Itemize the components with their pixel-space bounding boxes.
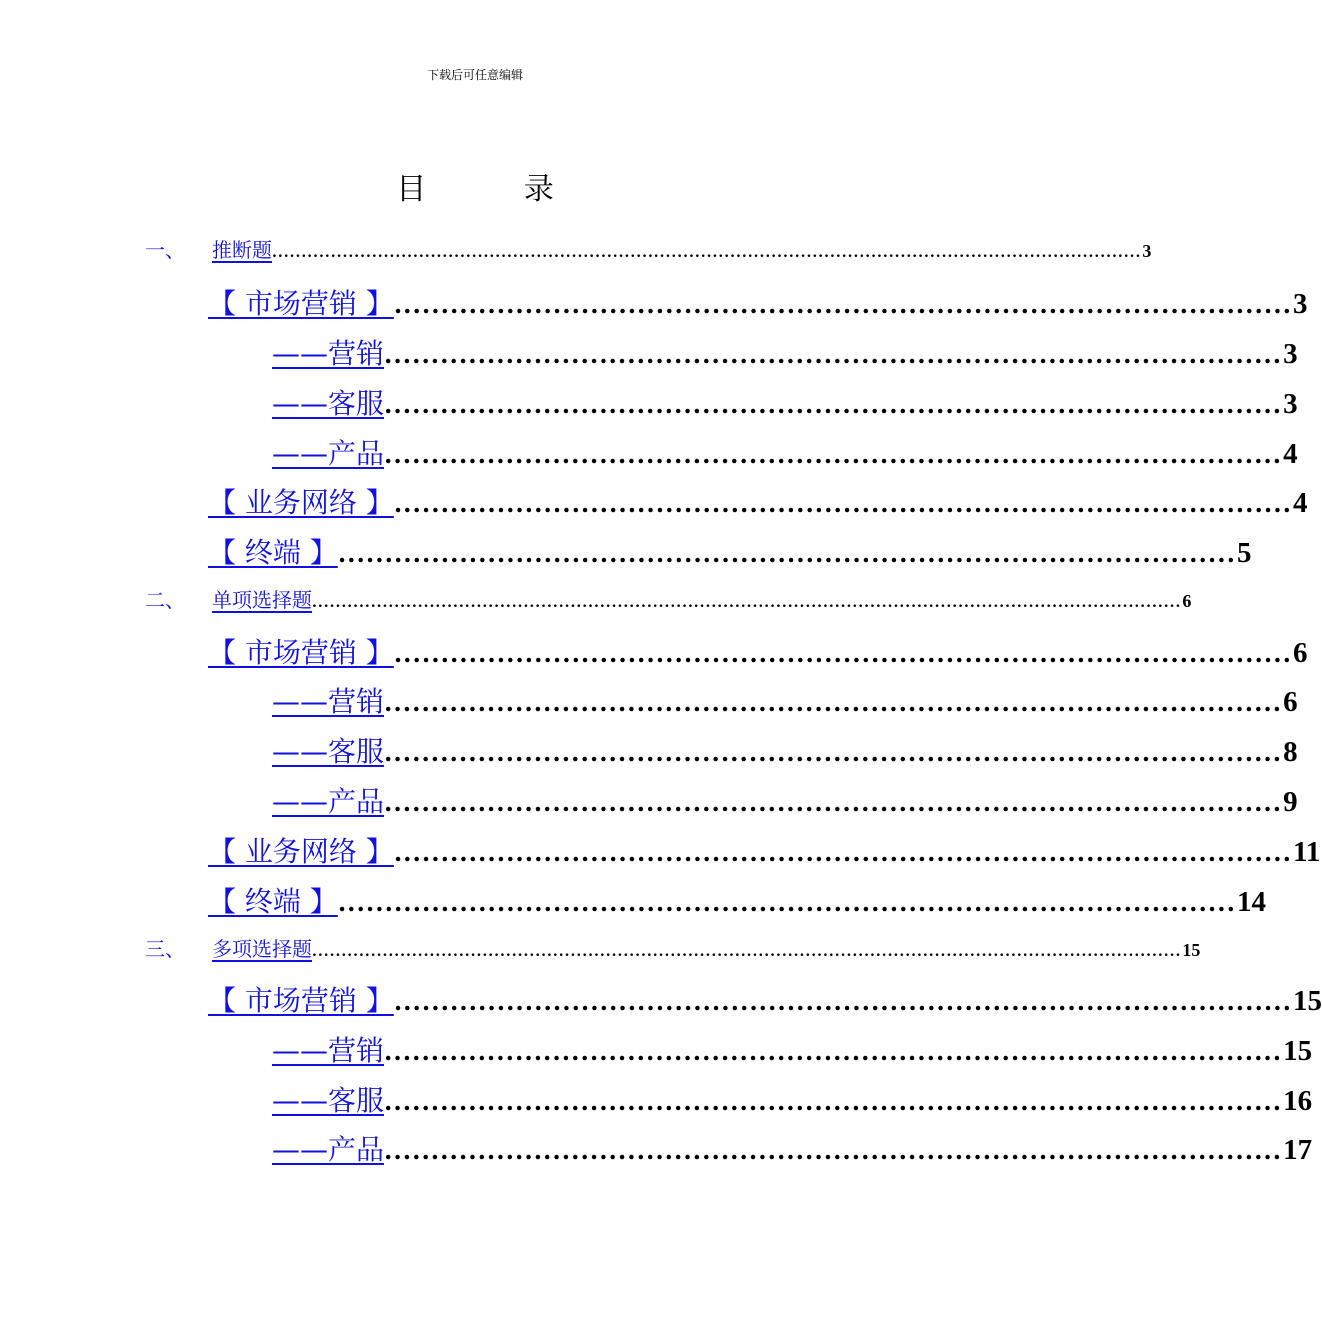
toc-entry-section-2[interactable] xyxy=(145,584,1192,613)
toc-page-number: 6 xyxy=(1283,686,1298,718)
toc-page-number: 4 xyxy=(1292,487,1308,519)
toc-page-number: 15 xyxy=(1283,1035,1313,1067)
toc-entry[interactable] xyxy=(208,880,1266,920)
toc-entry[interactable] xyxy=(208,979,1322,1019)
toc-title: 目 录 xyxy=(396,172,598,207)
toc-section-number: 一、 xyxy=(145,238,185,262)
toc-entry[interactable] xyxy=(272,382,1298,422)
dot-leader: ................................................................................................ xyxy=(384,390,1283,419)
toc-page-number: 5 xyxy=(1236,537,1252,569)
dot-leader: .................................................................................................................................................... xyxy=(312,944,1182,960)
toc-entry-label[interactable]: 【 终端 】 xyxy=(208,885,338,918)
toc-entry[interactable] xyxy=(208,631,1308,671)
toc-entry-label[interactable]: ——产品 xyxy=(272,437,385,470)
toc-entry-link[interactable] xyxy=(145,234,272,263)
toc-entry-label[interactable]: 【 市场营销 】 xyxy=(208,636,394,669)
dot-leader: ................................................................................................ xyxy=(393,489,1292,518)
toc-page-number: 8 xyxy=(1283,736,1298,768)
toc-page-number: 3 xyxy=(1283,338,1298,370)
toc-entry-label[interactable]: 【 市场营销 】 xyxy=(208,984,394,1017)
toc-entry-label[interactable]: 【 业务网络 】 xyxy=(208,486,394,519)
toc-entry[interactable] xyxy=(272,730,1298,770)
dot-leader: ................................................................................................ xyxy=(337,888,1236,917)
toc-entry-label: 多项选择题 xyxy=(212,937,312,961)
dot-leader: ................................................................................................ xyxy=(384,1087,1283,1116)
toc-page-number: 4 xyxy=(1283,438,1298,470)
dot-leader: ................................................................................................ xyxy=(384,1136,1283,1165)
toc-entry-label: 推断题 xyxy=(212,238,272,262)
toc-entry-label[interactable]: ——产品 xyxy=(272,1133,385,1166)
toc-entry-label[interactable]: ——营销 xyxy=(272,685,385,718)
toc-entry[interactable] xyxy=(208,282,1308,322)
toc-page-number: 14 xyxy=(1236,886,1266,918)
toc-page-number: 6 xyxy=(1182,591,1192,611)
toc-entry-section-1[interactable] xyxy=(145,234,1152,263)
dot-leader: ................................................................................................ xyxy=(393,639,1292,668)
toc-section-number: 二、 xyxy=(145,588,185,612)
toc-page-number: 15 xyxy=(1182,940,1201,960)
toc-page-number: 11 xyxy=(1292,836,1321,868)
toc-entry-label[interactable]: ——客服 xyxy=(272,735,385,768)
dot-leader: ................................................................................................ xyxy=(384,688,1283,717)
toc-entry[interactable] xyxy=(272,680,1298,720)
dot-leader: ................................................................................................ xyxy=(384,340,1283,369)
toc-entry-label[interactable]: ——客服 xyxy=(272,387,385,420)
toc-page-number: 3 xyxy=(1292,288,1308,320)
toc-entry-link[interactable] xyxy=(145,933,312,962)
dot-leader: ................................................................................................ xyxy=(384,1037,1283,1066)
toc-entry[interactable] xyxy=(272,780,1298,820)
toc-page-number: 3 xyxy=(1142,241,1152,261)
toc-entry[interactable] xyxy=(208,531,1252,571)
dot-leader: .................................................................................................................................................... xyxy=(272,245,1142,261)
toc-entry-label[interactable]: ——客服 xyxy=(272,1084,385,1117)
toc-entry[interactable] xyxy=(272,1029,1313,1069)
dot-leader: ................................................................................................ xyxy=(393,290,1292,319)
toc-entry-label[interactable]: ——营销 xyxy=(272,337,385,370)
toc-entry-section-3[interactable] xyxy=(145,933,1201,962)
dot-leader: ................................................................................................ xyxy=(393,987,1292,1016)
toc-section-number: 三、 xyxy=(145,937,185,961)
toc-entry-link[interactable] xyxy=(145,584,312,613)
toc-entry[interactable] xyxy=(208,830,1321,870)
toc-page-number: 17 xyxy=(1283,1134,1313,1166)
page-header-note: 下载后可任意编辑 xyxy=(426,68,523,82)
toc-entry[interactable] xyxy=(208,481,1308,521)
dot-leader: ................................................................................................ xyxy=(384,738,1283,767)
toc-entry-label[interactable]: ——产品 xyxy=(272,785,385,818)
dot-leader: ................................................................................................ xyxy=(337,539,1236,568)
toc-page-number: 6 xyxy=(1292,637,1308,669)
toc-entry[interactable] xyxy=(272,1079,1313,1119)
toc-entry-label[interactable]: 【 市场营销 】 xyxy=(208,287,394,320)
toc-page-number: 15 xyxy=(1292,985,1322,1017)
dot-leader: ................................................................................................ xyxy=(384,788,1283,817)
toc-entry[interactable] xyxy=(272,1128,1313,1168)
dot-leader: .................................................................................................................................................... xyxy=(312,595,1182,611)
toc-page-number: 9 xyxy=(1283,786,1298,818)
toc-entry-label[interactable]: ——营销 xyxy=(272,1034,385,1067)
toc-entry-label[interactable]: 【 终端 】 xyxy=(208,536,338,569)
toc-entry-label: 单项选择题 xyxy=(212,588,312,612)
toc-page-number: 16 xyxy=(1283,1085,1313,1117)
dot-leader: ................................................................................................ xyxy=(393,838,1292,867)
toc-page-number: 3 xyxy=(1283,388,1298,420)
toc-entry[interactable] xyxy=(272,432,1298,472)
toc-entry[interactable] xyxy=(272,332,1298,372)
dot-leader: ................................................................................................ xyxy=(384,440,1283,469)
toc-entry-label[interactable]: 【 业务网络 】 xyxy=(208,835,394,868)
